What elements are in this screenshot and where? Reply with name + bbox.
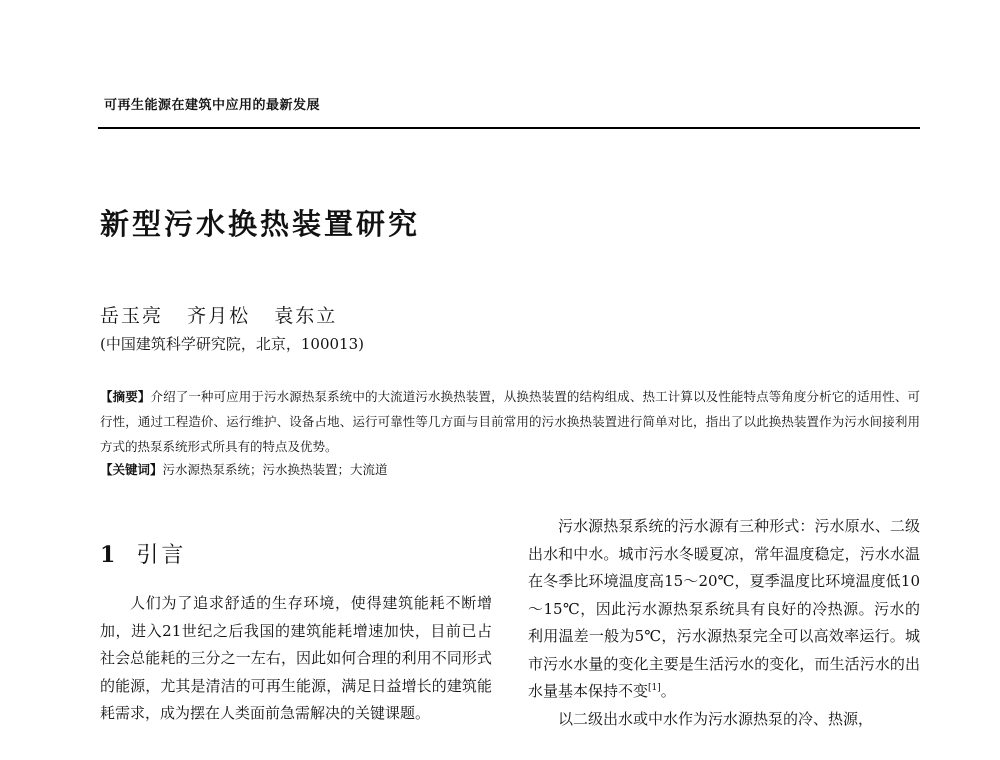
keywords-text: 污水源热泵系统；污水换热装置；大流道 <box>162 462 388 477</box>
author-list <box>100 301 337 328</box>
section-number: 1 <box>100 542 119 568</box>
author-name: 袁东立 <box>274 305 338 327</box>
abstract <box>100 384 920 459</box>
affiliation: (中国建筑科学研究院，北京，100013) <box>100 335 364 353</box>
abstract-label: 【摘要】 <box>100 389 151 404</box>
body-paragraph <box>528 513 920 706</box>
body-text: 污水源热泵系统的污水源有三种形式：污水原水、二级出水和中水。城市污水冬暖夏凉，常年温度稳定，污水水温在冬季比环境温度高15～20℃，夏季温度比环境温度低10～15℃，因此污水源热泵系统具有良好的冷热源。污水的利用温差一般为5℃，污水源热泵完全可以高效率运行。城市污水水量的变化主要是生活污水的变化，而生活污水的出水量基本保持不变 <box>528 517 920 700</box>
author-name: 齐月松 <box>187 305 251 327</box>
running-header: 可再生能源在建筑中应用的最新发展 <box>104 98 321 113</box>
body-text: 。 <box>660 682 676 700</box>
header-rule <box>98 127 920 129</box>
body-paragraph: 人们为了追求舒适的生存环境，使得建筑能耗不断增加，进入21世纪之后我国的建筑能耗增速加快，目前已占社会总能耗的三分之一左右，因此如何合理的利用不同形式的能源，尤其是清洁的可再生能源，满足日益增长的建筑能耗需求，成为摆在人类面前急需解决的关键课题。 <box>100 594 492 722</box>
left-column <box>100 590 492 728</box>
keywords <box>100 460 388 478</box>
section-heading <box>100 538 186 569</box>
body-paragraph: 以二级出水或中水作为污水源热泵的冷、热源， <box>558 709 874 728</box>
keywords-label: 【关键词】 <box>100 462 163 477</box>
citation-ref[interactable]: [1] <box>648 683 661 693</box>
author-name: 岳玉亮 <box>100 305 164 327</box>
right-column <box>528 513 920 733</box>
section-title: 引言 <box>136 543 187 568</box>
abstract-text: 介绍了一种可应用于污水源热泵系统中的大流道污水换热装置，从换热装置的结构组成、热工计算以及性能特点等角度分析它的适用性、可行性，通过工程造价、运行维护、设备占地、运行可靠性等几方面与目前常用的污水换热装置进行简单对比，指出了以此换热装置作为污水间接利用方式的热泵系统形式所具有的特点及优势。 <box>100 389 920 454</box>
paper-title: 新型污水换热装置研究 <box>100 207 421 241</box>
